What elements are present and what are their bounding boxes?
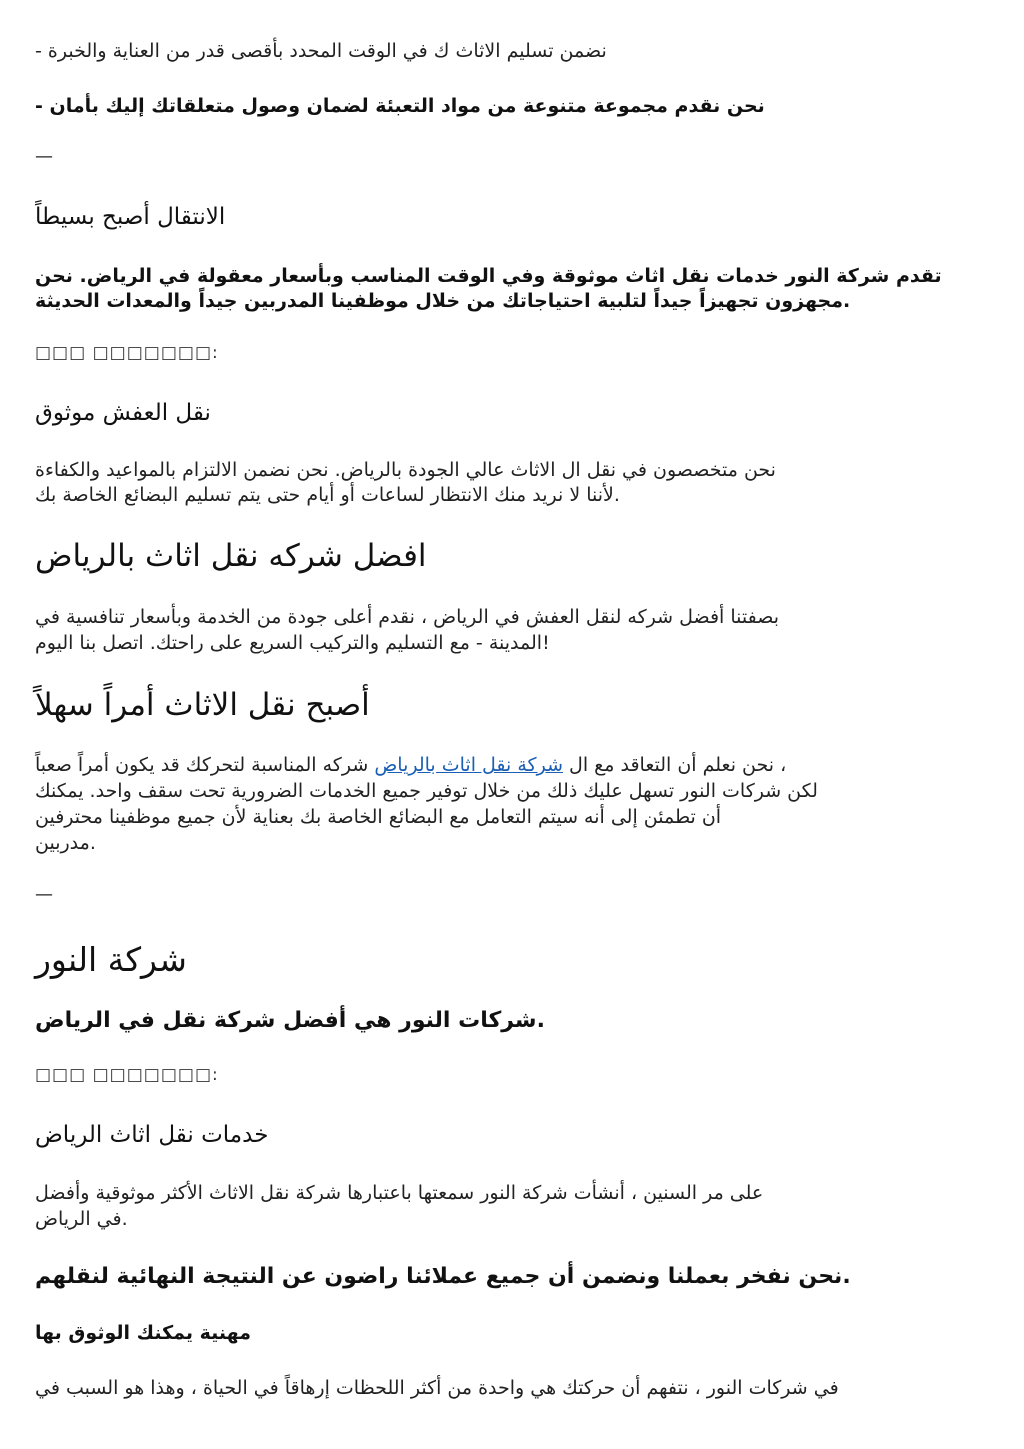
heading-proud-of-work: نحن نفخر بعملنا ونضمن أن جميع عملائنا راضون عن النتيجة النهائية لنقلهم.	[35, 1264, 851, 1289]
heading-riyadh-services: خدمات نقل اثاث الرياض	[35, 1122, 269, 1148]
heading-reliable-moving: نقل العفش موثوق	[35, 400, 211, 426]
para-contract-text-start: نحن نعلم أن التعاقد مع ال	[569, 754, 775, 776]
intro-bold-line-1: تقدم شركة النور خدمات نقل اثاث موثوقة وفي الوقت المناسب وبأسعار معقولة في الرياض. نحن	[35, 265, 942, 287]
para-contract-line-4: مدربين.	[35, 832, 96, 854]
para-best-line-2: المدينة - مع التسليم والتركيب السريع على راحتك. اتصل بنا اليوم!	[35, 632, 550, 654]
unrendered-glyph-label: □□□ □□□□□□□:	[35, 1065, 219, 1085]
para-contract-line-2: لكن شركات النور تسهل عليك ذلك من خلال توفير جميع الخدمات الضرورية تحت سقف واحد. يمكنك	[35, 780, 818, 802]
bullet-packing-materials: - نحن نقدم مجموعة متنوعة من مواد التعبئة لضمان وصول متعلقاتك إليك بأمان	[35, 95, 765, 117]
para-contract-line-3: أن تطمئن إلى أنه سيتم التعامل مع البضائع الخاصة بك بعناية لأن جميع موظفينا محترفين	[35, 806, 722, 828]
para-specialists-line-1: نحن متخصصون في نقل ال الاثاث عالي الجودة بالرياض. نحن نضمن الالتزام بالمواعيد والكفاءة	[35, 459, 776, 481]
horizontal-rule: —	[35, 146, 53, 167]
horizontal-rule: —	[35, 884, 53, 905]
heading-alnoor-company: شركة النور	[35, 940, 187, 979]
para-specialists-line-2: لأننا لا نريد منك الانتظار لساعات أو أيام حتى يتم تسليم البضائع الخاصة بك.	[35, 484, 620, 506]
heading-moving-simple: الانتقال أصبح بسيطاً	[35, 204, 226, 230]
bold-best-in-riyadh: شركات النور هي أفضل شركة نقل في الرياض.	[35, 1008, 545, 1033]
moving-company-riyadh-link[interactable]: شركة نقل اثاث بالرياض	[374, 754, 563, 776]
bold-trustworthy-professionals: مهنية يمكنك الوثوق بها	[35, 1322, 251, 1344]
para-contract-text-end: شركه المناسبة لتحركك قد يكون أمراً صعباً ،	[35, 754, 787, 776]
para-years-line-2: في الرياض.	[35, 1208, 128, 1230]
heading-moving-easy: أصبح نقل الاثاث أمراً سهلاً	[35, 687, 370, 723]
para-last-line-1: في شركات النور ، نتفهم أن حركتك هي واحدة من أكثر اللحظات إرهاقاً في الحياة ، وهذا هو السبب في	[35, 1377, 839, 1399]
para-best-line-1: بصفتنا أفضل شركه لنقل العفش في الرياض ، نقدم أعلى جودة من الخدمة وبأسعار تنافسية في	[35, 606, 779, 628]
heading-best-company: افضل شركه نقل اثاث بالرياض	[35, 538, 427, 574]
para-years-line-1: على مر السنين ، أنشأت شركة النور سمعتها باعتبارها شركة نقل الاثاث الأكثر موثوقية وأفضل	[35, 1182, 764, 1204]
intro-bold-line-2: مجهزون تجهيزاً جيداً لتلبية احتياجاتك من خلال موظفينا المدربين جيداً والمعدات الحديثة.	[35, 290, 851, 312]
bullet-on-time-delivery: - نضمن تسليم الاثاث ك في الوقت المحدد بأقصى قدر من العناية والخبرة	[35, 40, 607, 62]
unrendered-glyph-label: □□□ □□□□□□□:	[35, 343, 219, 363]
para-contract-line-1	[35, 752, 990, 778]
